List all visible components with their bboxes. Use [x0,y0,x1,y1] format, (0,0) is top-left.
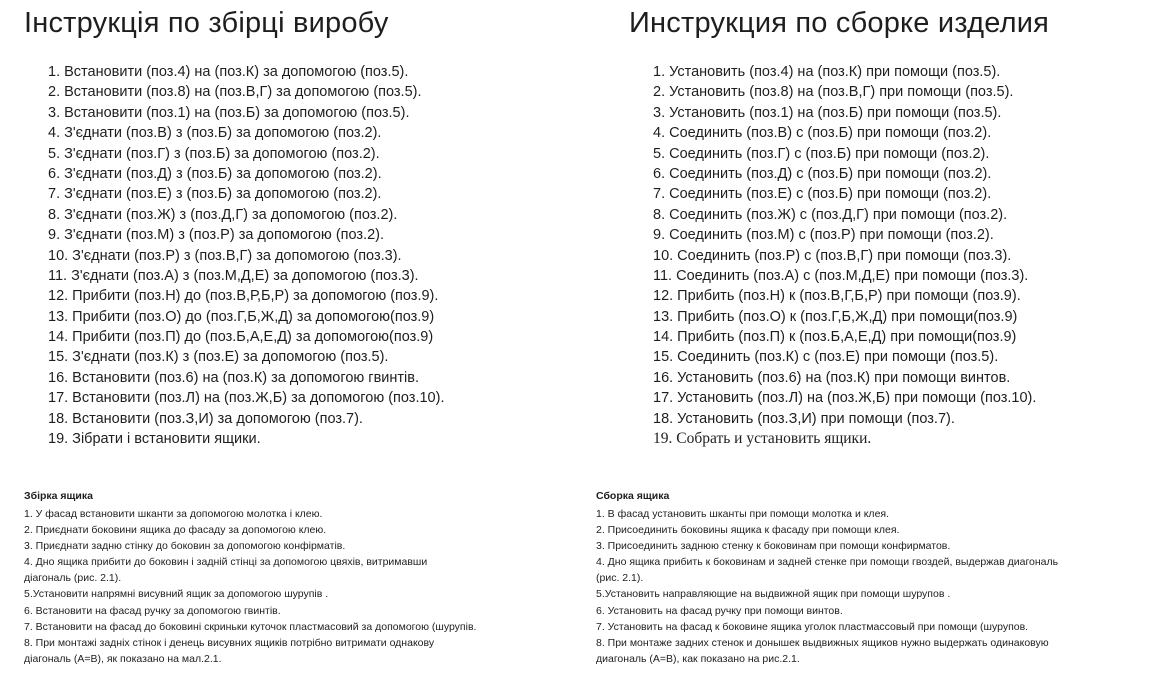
step-item: 18. Установить (поз.З,И) при помощи (поз.7). [653,410,955,427]
step-item: 13. Прибить (поз.О) к (поз.Г,Б,Ж,Д) при помощи(поз.9) [653,308,1018,325]
assembly-line: 5.Установити напрямні висувний ящик за допомогою шурупів . [24,588,329,601]
step-item: 13. Прибити (поз.О) до (поз.Г,Б,Ж,Д) за допомогою(поз.9) [48,308,435,325]
step-item: 3. Установить (поз.1) на (поз.Б) при помощи (поз.5). [653,104,1002,121]
assembly-line: 8. При монтаже задних стенок и донышек выдвижных ящиков нужно выдержать одинаковую [596,636,1049,649]
step-item: 4. З'єднати (поз.В) з (поз.Б) за допомогою (поз.2). [48,125,382,142]
assembly-line: (рис. 2.1). [596,572,644,585]
step-item: 8. Соединить (поз.Ж) с (поз.Д,Г) при помощи (поз.2). [653,206,1008,223]
steps-list [653,62,1036,449]
step-item: 14. Прибить (поз.П) к (поз.Б,А,Е,Д) при помощи(поз.9) [653,329,1017,346]
assembly-line: 2. Приєднати боковини ящика до фасаду за допомогою клею. [24,524,327,537]
step-item: 15. З'єднати (поз.К) з (поз.Е) за допомогою (поз.5). [48,349,389,366]
assembly-line: 6. Установить на фасад ручку при помощи винтов. [596,604,843,617]
step-item: 1. Встановити (поз.4) на (поз.К) за допомогою (поз.5). [48,64,409,80]
step-item: 5. З'єднати (поз.Г) з (поз.Б) за допомогою (поз.2). [48,145,380,162]
step-item: 7. Соединить (поз.Е) с (поз.Б) при помощи (поз.2). [653,186,992,203]
step-item: 15. Соединить (поз.К) с (поз.Е) при помощи (поз.5). [653,349,999,366]
steps-list [48,62,444,449]
step-item: 17. Установить (поз.Л) на (поз.Ж,Б) при помощи (поз.10). [653,390,1037,407]
step-item: 19. Зібрати і встановити ящики. [48,431,261,448]
assembly-line: діагональ (А=В), як показано на мал.2.1. [24,652,222,665]
step-item: 2. Установить (поз.8) на (поз.В,Г) при помощи (поз.5). [653,84,1014,101]
step-item: 18. Встановити (поз.З,И) за допомогою (поз.7). [48,410,363,427]
assembly-line: 2. Присоединить боковины ящика к фасаду при помощи клея. [596,524,900,537]
step-item: 6. З'єднати (поз.Д) з (поз.Б) за допомогою (поз.2). [48,165,382,182]
step-item: 10. Соединить (поз.Р) с (поз.В,Г) при помощи (поз.3). [653,247,1012,264]
step-item: 6. Соединить (поз.Д) с (поз.Б) при помощи (поз.2). [653,165,992,182]
step-item: 11. З'єднати (поз.А) з (поз.М,Д,Е) за допомогою (поз.3). [48,267,419,284]
assembly-text [596,506,1156,667]
step-item: 14. Прибити (поз.П) до (поз.Б,А,Е,Д) за допомогою(поз.9) [48,329,434,346]
step-item: 8. З'єднати (поз.Ж) з (поз.Д,Г) за допомогою (поз.2). [48,206,398,223]
step-item: 2. Встановити (поз.8) на (поз.В,Г) за допомогою (поз.5). [48,84,422,101]
step-item: 10. З'єднати (поз.Р) з (поз.В,Г) за допомогою (поз.3). [48,247,402,264]
step-item: 12. Прибить (поз.Н) к (поз.В,Г,Б,Р) при помощи (поз.9). [653,288,1021,305]
assembly-line: 7. Встановити на фасад до боковині скриньки куточок пластмасовий за допомогою (шурупів. [24,620,477,633]
drawer-assembly-section [24,490,584,667]
step-item: 1. Установить (поз.4) на (поз.К) при помощи (поз.5). [653,64,1001,80]
assembly-line: 6. Встановити на фасад ручку за допомогою гвинтів. [24,604,281,617]
assembly-line: 3. Приєднати задню стінку до боковин за допомогою конфірматів. [24,540,346,553]
assembly-line: 4. Дно ящика прибить к боковинам и задней стенке при помощи гвоздей, выдержав диагональ [596,556,1059,569]
step-item: 4. Соединить (поз.В) с (поз.Б) при помощи (поз.2). [653,125,992,142]
step-item: 17. Встановити (поз.Л) на (поз.Ж,Б) за допомогою (поз.10). [48,390,445,407]
assembly-line: 1. В фасад установить шканты при помощи молотка и клея. [596,508,890,520]
page-title: Инструкция по сборке изделия [629,7,1050,39]
assembly-line: диагональ (А=В), как показано на рис.2.1. [596,652,800,665]
step-item: 16. Установить (поз.6) на (поз.К) при помощи винтов. [653,369,1011,386]
step-item: 3. Встановити (поз.1) на (поз.Б) за допомогою (поз.5). [48,104,410,121]
section-title: Сборка ящика [596,490,670,502]
assembly-line: 7. Установить на фасад к боковине ящика уголок пластмассовый при помощи (шурупов. [596,620,1029,633]
step-item: 9. З'єднати (поз.М) з (поз.Р) за допомогою (поз.2). [48,227,385,244]
assembly-line: 5.Установить направляющие на выдвижной ящик при помощи шурупов . [596,588,951,601]
drawer-assembly-section [596,490,1156,667]
step-item: 16. Встановити (поз.6) на (поз.К) за допомогою гвинтів. [48,369,419,386]
step-item: 12. Прибити (поз.Н) до (поз.В,Р,Б,Р) за допомогою (поз.9). [48,288,439,305]
assembly-text [24,506,584,667]
assembly-line: 1. У фасад встановити шканти за допомогою молотка і клею. [24,508,323,520]
section-title: Збірка ящика [24,490,93,502]
step-item: 9. Соединить (поз.М) с (поз.Р) при помощи (поз.2). [653,227,994,244]
assembly-line: 8. При монтажі задніх стінок і денець висувних ящиків потрібно витримати однакову [24,636,435,649]
assembly-line: діагональ (рис. 2.1). [24,572,122,585]
assembly-line: 3. Присоединить заднюю стенку к боковинам при помощи конфирматов. [596,540,951,553]
step-item: 5. Соединить (поз.Г) с (поз.Б) при помощи (поз.2). [653,145,990,162]
assembly-line: 4. Дно ящика прибити до боковин і задній стінці за допомогою цвяхів, витримавши [24,556,428,569]
page-title: Інструкція по збірці виробу [24,7,389,39]
step-item: 7. З'єднати (поз.Е) з (поз.Б) за допомогою (поз.2). [48,186,382,203]
step-item: 19. Собрать и установить ящики. [653,430,872,448]
step-item: 11. Соединить (поз.А) с (поз.М,Д,Е) при помощи (поз.3). [653,267,1029,284]
